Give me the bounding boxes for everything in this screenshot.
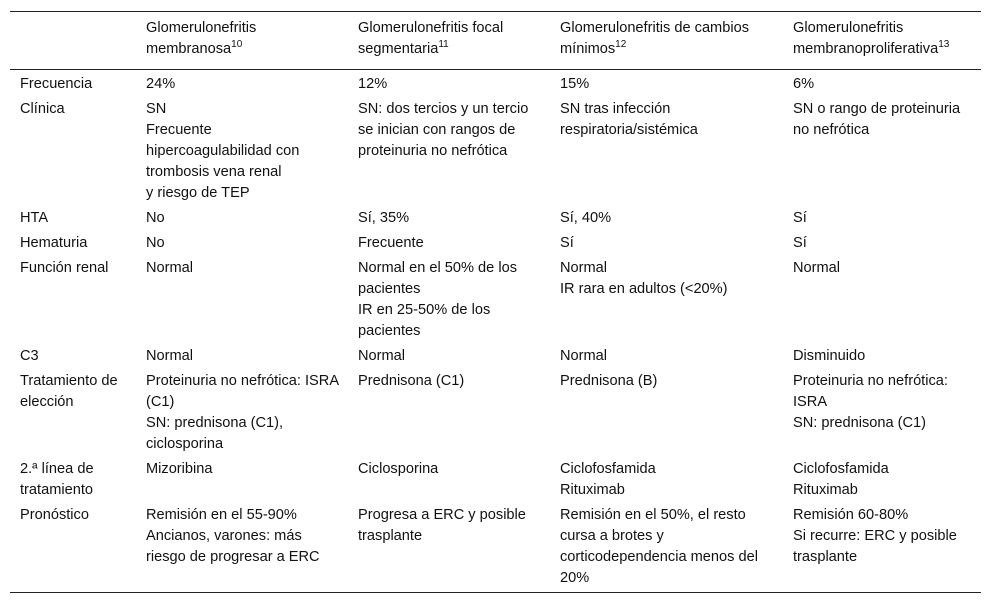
table-row bbox=[10, 99, 981, 208]
table-cell: No bbox=[146, 210, 165, 226]
table-cell: Normal bbox=[146, 260, 194, 276]
table-row bbox=[10, 233, 981, 258]
table-cell: SN o rango de proteinuria no nefrótica bbox=[793, 101, 961, 138]
table-cell: Sí, 35% bbox=[358, 210, 410, 226]
glomerulonephritis-comparison-table bbox=[10, 11, 981, 593]
table-cell: Remisión en el 55-90% Ancianos, varones: más riesgo de progresar a ERC bbox=[136, 505, 348, 593]
table-cell: Normal IR rara en adultos (<20%) bbox=[560, 260, 728, 297]
row-label: Función renal bbox=[20, 260, 109, 276]
table-cell: 24% bbox=[146, 76, 176, 92]
table-cell: Sí bbox=[793, 210, 807, 226]
header-cell-cambios-minimos: Glomerulonefritis de cambios mínimos$^{12}$ bbox=[550, 12, 783, 70]
table-cell: Prednisona (C1) bbox=[358, 373, 465, 389]
header-cell-focal-segmentaria: Glomerulonefritis focal segmentaria$^{11}$ bbox=[348, 12, 550, 70]
table-row bbox=[10, 505, 981, 593]
table-cell: Proteinuria no nefrótica: ISRA (C1) SN: prednisona (C1), ciclosporina bbox=[146, 373, 339, 452]
table-body bbox=[10, 70, 981, 593]
reference-sup: 13 bbox=[938, 39, 950, 50]
table-cell: Ciclofosfamida Rituximab bbox=[793, 461, 889, 498]
row-label: 2.ª línea de tratamiento bbox=[20, 461, 94, 498]
row-label: Hematuria bbox=[20, 235, 88, 251]
table-cell: Ciclofosfamida Rituximab bbox=[560, 461, 656, 498]
table-header bbox=[10, 12, 981, 70]
row-label: Frecuencia bbox=[20, 76, 93, 92]
table-row bbox=[10, 258, 981, 346]
table-cell: No bbox=[146, 235, 165, 251]
table-cell: 15% bbox=[560, 76, 590, 92]
table-cell: Frecuente bbox=[358, 235, 424, 251]
table-cell: Sí bbox=[560, 235, 574, 251]
table-cell: Remisión en el 50%, el resto cursa a brotes y corticodependencia menos del 20% bbox=[550, 505, 783, 593]
row-label: C3 bbox=[20, 348, 39, 364]
header-cell-empty bbox=[10, 12, 136, 70]
table-cell: Normal bbox=[146, 348, 194, 364]
table-cell: Normal en el 50% de los pacientes IR en 25-50% de los pacientes bbox=[358, 260, 517, 339]
row-label: Clínica bbox=[20, 101, 65, 117]
table-cell: Proteinuria no nefrótica: ISRA SN: prednisona (C1) bbox=[793, 373, 948, 431]
row-label: HTA bbox=[20, 210, 49, 226]
table-cell: Prednisona (B) bbox=[560, 373, 658, 389]
table-cell: SN tras infección respiratoria/sistémica bbox=[560, 101, 698, 138]
header-row bbox=[10, 12, 981, 70]
table-cell: SN Frecuente hipercoagulabilidad con trombosis vena renal y riesgo de TEP bbox=[146, 101, 300, 201]
table-cell: 12% bbox=[358, 76, 388, 92]
table-row bbox=[10, 346, 981, 371]
table-cell: Sí bbox=[793, 235, 807, 251]
table-cell: Normal bbox=[560, 348, 608, 364]
table-cell: Sí, 40% bbox=[560, 210, 612, 226]
header-cell-membranosa: Glomerulonefritis membranosa$^{10}$ bbox=[136, 12, 348, 70]
table-row bbox=[10, 459, 981, 505]
reference-sup: 12 bbox=[615, 39, 627, 50]
table-row bbox=[10, 208, 981, 233]
table-row bbox=[10, 70, 981, 100]
header-cell-membranoproliferativa: Glomerulonefritis membranoproliferativa$^{13}$ bbox=[783, 12, 981, 70]
table-cell: Disminuido bbox=[793, 348, 866, 364]
table-cell: SN: dos tercios y un tercio se inician con rangos de proteinuria no nefrótica bbox=[358, 101, 529, 159]
table-cell: 6% bbox=[793, 76, 815, 92]
table-cell: Mizoribina bbox=[146, 461, 213, 477]
table-cell: Normal bbox=[793, 260, 841, 276]
table-container bbox=[10, 11, 981, 593]
row-label: Pronóstico bbox=[10, 505, 136, 593]
table-cell: Normal bbox=[358, 348, 406, 364]
table-cell: Remisión 60-80% Si recurre: ERC y posible trasplante bbox=[783, 505, 981, 593]
table-row bbox=[10, 371, 981, 459]
table-cell: Ciclosporina bbox=[358, 461, 439, 477]
table-cell: Progresa a ERC y posible trasplante bbox=[348, 505, 550, 593]
row-label: Tratamiento de elección bbox=[20, 373, 118, 410]
reference-sup: 11 bbox=[438, 39, 449, 50]
reference-sup: 10 bbox=[231, 39, 243, 50]
